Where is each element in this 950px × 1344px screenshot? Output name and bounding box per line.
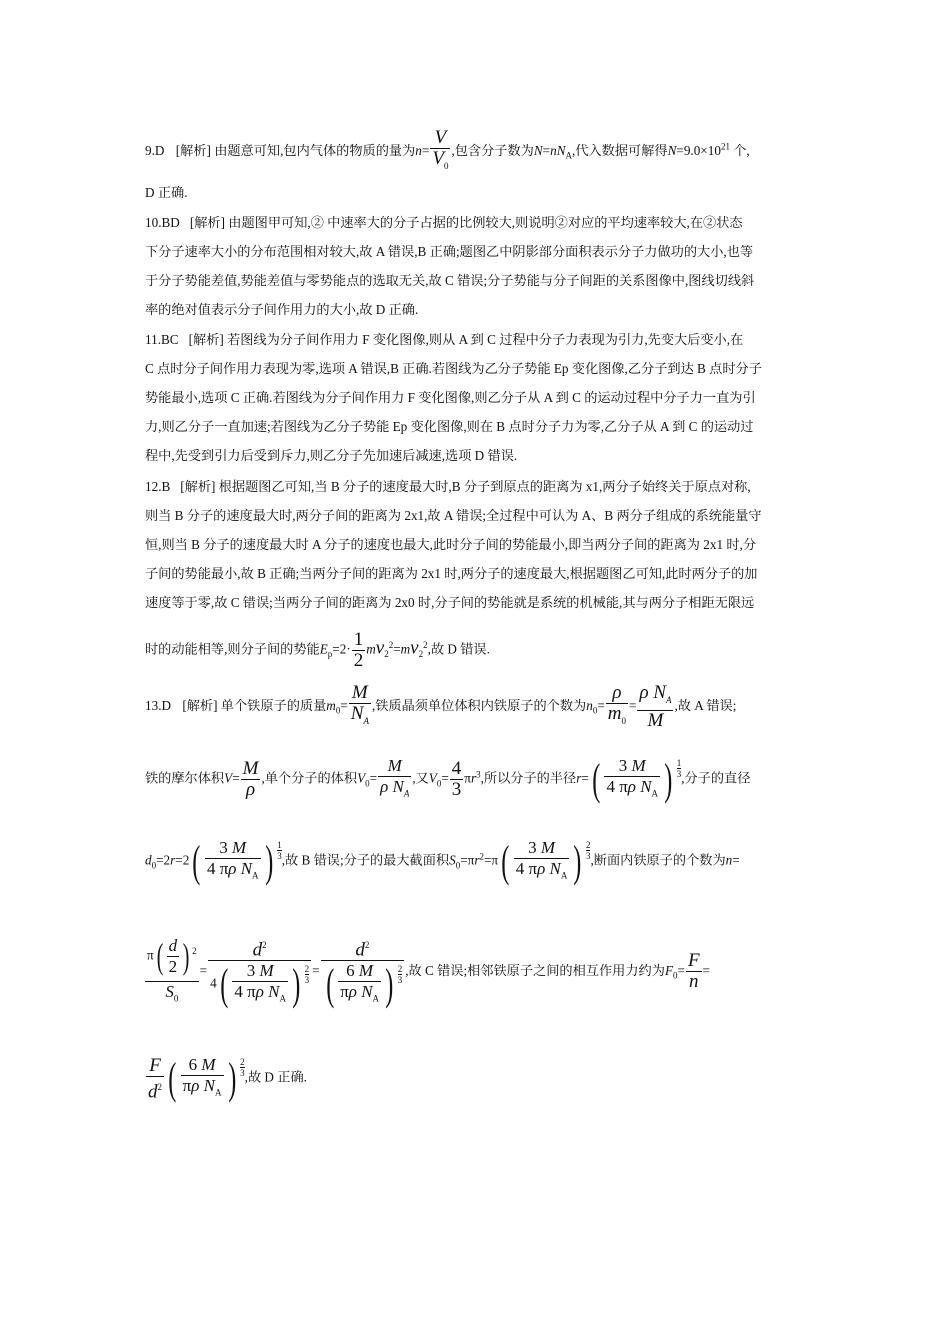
q12-number: 12.B <box>145 479 171 494</box>
q13-line-a: 13.D [解析] 单个铁原子的质量$m_0=$ $\frac{M}{N_A}$ ,铁质晶须单位体积内铁原子的个数为$n_0=$ $\frac{\rho}{m_0}$ = $\frac{\rho N_A}{M}$ ,故 A 错误; <box>145 682 737 731</box>
q13-line-b: 铁的摩尔体积V= $\frac{M}{\rho}$ ,单个分子的体积$V_0=$ $\frac{M}{\rho N_A}$ ,又$V_0=$ $\frac{4}{3}$ $\pi r^3$,所以分子的半径r=( $\frac{3 M}{4 \pi\rho N_A}$ ) $\frac{1}{3}$ ,分子的直径 <box>145 754 751 804</box>
q13-number: 13.D <box>145 697 172 713</box>
q9-line2: D 正确. <box>145 185 188 200</box>
q11-paragraph: 11.BC [解析] 若图线为分子间作用力 F 变化图像,则从 A 到 C 过程中分子力表现为引力,先变大后变小,在 C 点时分子间作用力表现为零,选项 A 错误,B 正确.若图线为乙分子势能 Ep 变化图像,乙分子到达 B 点时分子 势能最小,选项 C 正确.若图线为分子间作用力 F 变化图像,则乙分子从 A 到 C 的运动过程中分子力一直为引 力,则乙分子一直加速;若图线为乙分子势能 Ep 变化图像,则在 B 点时分子力为零,乙分子从 A 到 C 的运动过 程中,先受到引力后受到斥力,则乙分子先加速后减速,选项 D 错误. <box>145 332 762 463</box>
q10-tag: [解析] <box>189 215 225 230</box>
q9-text3: ,代入数据可解得 <box>571 142 668 158</box>
q13-tag: [解析] <box>182 697 218 713</box>
q13-line-c: $d_0=2r=2$( $\frac{3 M}{4 \pi\rho N_A}$ ) $\frac{1}{3}$ ,故 B 错误;分子的最大截面积$S_0=\pi r^2=\pi$( $\frac{3 M}{4 \pi\rho N_A}$ ) $\frac{2}{3}$ ,断面内铁原子的个数为n= <box>145 836 740 886</box>
q10-number: 10.BD <box>145 215 180 230</box>
q11-tag: [解析] <box>188 332 224 347</box>
q12-tag: [解析] <box>180 479 216 494</box>
q9-formula-n: $\frac{V}{V_0}$ <box>432 127 449 171</box>
q9-line1: 9.D [解析] 由题意可知,包内气体的物质的量为n= $\frac{V}{V_0}$ ,包含分子数为$N=nN_A$,代入数据可解得$N=9.0\times 10^{21}$ 个, <box>145 128 750 176</box>
q13-line-d: π( $\frac{d}{2}$ ) $^2$ $S_0$ = $d^2$ 4( $\frac{3 M}{4 \pi\rho N_A}$ ) $\frac{2}{3}$ = $d^2$ ( $\frac{6 M}{\pi\rho N_A}$ ) $\frac{2}{3}$ ,故 C 错误;相邻铁原子之间的相互作用力约为$F_0=$ $\frac{F}{n}$ = <box>147 935 710 1010</box>
q11-number: 11.BC <box>145 332 179 347</box>
q9-text2: ,包含分子数为 <box>451 142 534 158</box>
q9-number: 9.D <box>145 142 165 158</box>
q9-text1: 由题意可知,包内气体的物质的量为 <box>214 142 416 158</box>
q9-tag: [解析] <box>175 142 211 158</box>
q13-line-e: $\frac{F}{d^2}$ ( $\frac{6 M}{\pi\rho N_A}$ ) $\frac{2}{3}$ ,故 D 正确. <box>148 1053 307 1103</box>
q12-paragraph: 12.B [解析] 根据题图乙可知,当 B 分子的速度最大时,B 分子到原点的距离为 x1,两分子始终关于原点对称, 则当 B 分子的速度最大时,两分子间的距离为 2x1,故 A 错误;全过程中可认为 A、B 两分子组成的系统能量守 恒,则当 B 分子的速度最大时 A 分子的速度也最大,此时分子间的势能最小,即当两分子间的距离为 2x1 时,分 子间的势能最小,故 B 正确;当两分子间的距离为 2x1 时,两分子的速度最大,根据题图乙可知,此时两分子的加 速度等于零,故 C 错误;当两分子间的距离为 2x0 时,分子间的势能就是系统的机械能,其与两分子相距无限远 <box>145 479 762 610</box>
q10-paragraph: 10.BD [解析] 由题图甲可知,② 中速率大的分子占据的比例较大,则说明②对应的平均速率较大,在②状态 下分子速率大小的分布范围相对较大,故 A 错误,B 正确;题图乙中阴影部分面积表示分子力做功的大小,也等 于分子势能差值,势能差值与零势能点的选取无关,故 C 错误;分子势能与分子间距的关系图像中,图线切线斜 率的绝对值表示分子间作用力的大小,故 D 正确. <box>145 215 755 317</box>
q12-line6: 时的动能相等,则分子间的势能$E_p=2\cdot$ $\frac{1}{2}$ $mv_2^2=mv_2^2$,故 D 错误. <box>145 629 490 671</box>
q9-text4: 个, <box>733 142 750 158</box>
